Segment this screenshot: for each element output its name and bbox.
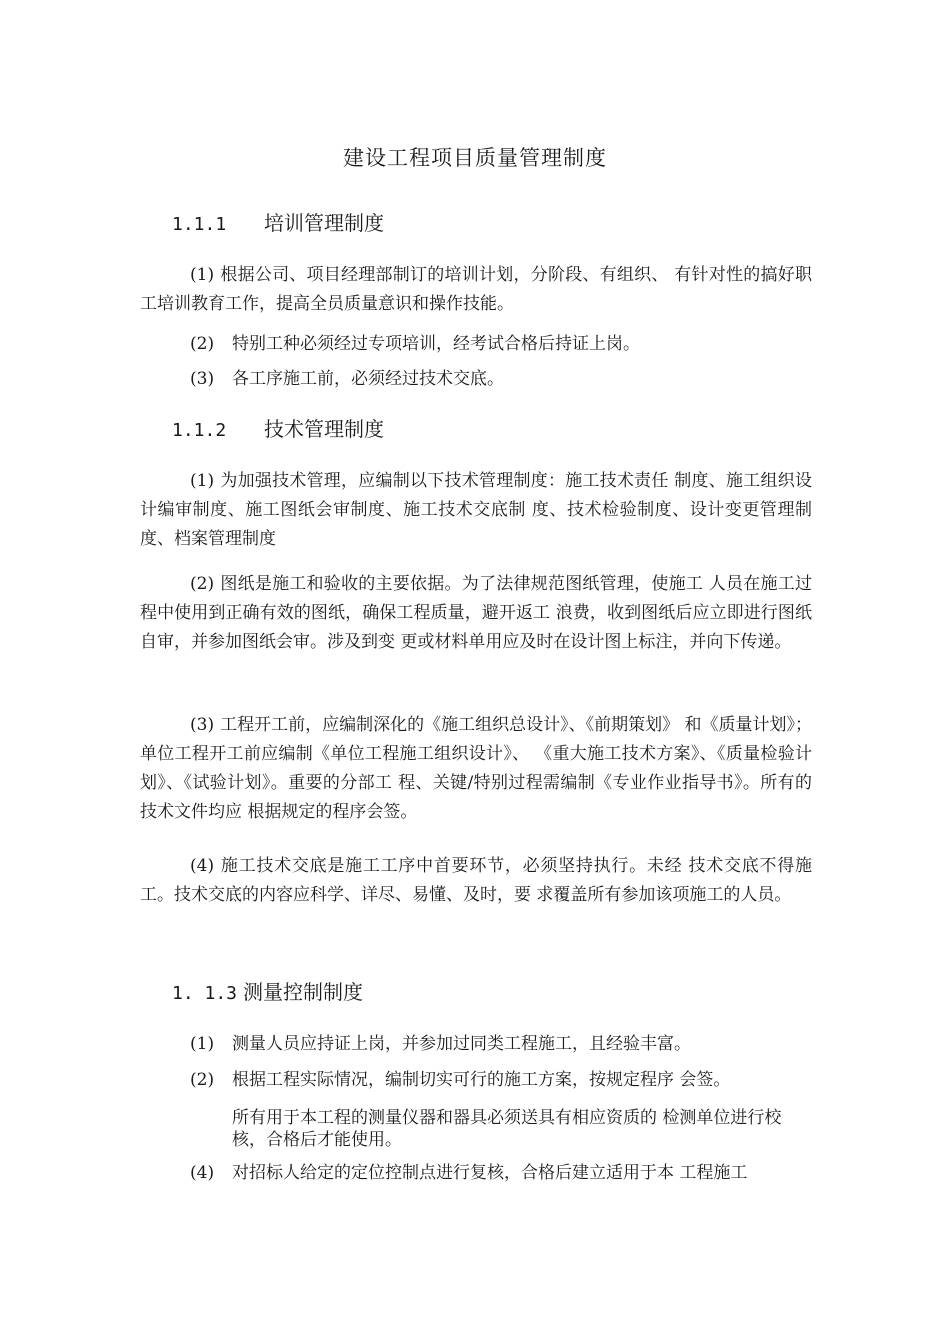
paragraph <box>232 1107 814 1151</box>
item-text: 对招标人给定的定位控制点进行复核，合格后建立适用于本 工程施工 <box>232 1163 748 1183</box>
section-title: 培训管理制度 <box>264 211 384 235</box>
paragraph <box>140 852 812 910</box>
section-number: 1.1.2 <box>172 420 227 441</box>
item-number: (1) <box>190 1034 215 1054</box>
section-title: 技术管理制度 <box>264 417 384 441</box>
item-text: 根据工程实际情况，编制切实可行的施工方案，按规定程序 会签。 <box>232 1070 731 1090</box>
item-number: (2) <box>190 1070 215 1090</box>
item-number: (2) <box>190 334 215 354</box>
section-number: 1.1.1 <box>172 214 227 235</box>
item-number: (3) <box>190 369 215 389</box>
item-text: 为加强技术管理，应编制以下技术管理制度：施工技术责任 制度、施工组织设计编审制度、施工图纸会审制度、施工技术交底制 度、技术检验制度、设计变更管理制度、档案管理制度 <box>140 471 812 549</box>
paragraph <box>190 365 820 394</box>
item-text: 特别工种必须经过专项培训，经考试合格后持证上岗。 <box>232 334 640 354</box>
section-title: 测量控制制度 <box>243 980 364 1004</box>
item-number: (4) <box>190 1163 215 1183</box>
item-number: (1) <box>190 265 215 285</box>
section-heading-training <box>172 207 384 236</box>
paragraph <box>140 467 812 554</box>
item-number: (4) <box>190 856 215 876</box>
paragraph <box>190 1159 820 1188</box>
paragraph <box>140 261 812 319</box>
item-text: 所有用于本工程的测量仪器和器具必须送具有相应资质的 检测单位进行校核，合格后才能使用。 <box>232 1108 782 1150</box>
item-text: 工程开工前，应编制深化的《施工组织总设计》、《前期策划》 和《质量计划》；单位工程开工前应编制《单位工程施工组织设计》、 《重大施工技术方案》、《质量检验计划》、《试验计划》。重要的分部工 程、关键/特别过程需编制《专业作业指导书》。所有的技术文件均应 根据规定的程序会签。 <box>140 715 812 822</box>
item-text: 图纸是施工和验收的主要依据。为了法律规范图纸管理，使施工 人员在施工过程中使用到正确有效的图纸，确保工程质量，避开返工 浪费，收到图纸后应立即进行图纸自审，并参加图纸会审。涉及到变 更或材料单用应及时在设计图上标注，并向下传递。 <box>140 574 812 652</box>
item-text: 施工技术交底是施工工序中首要环节，必须坚持执行。未经 技术交底不得施工。技术交底的内容应科学、详尽、易懂、及时，要 求覆盖所有参加该项施工的人员。 <box>140 856 812 905</box>
section-number: 1. 1.3 <box>172 983 238 1004</box>
item-number: (2) <box>190 574 215 594</box>
section-heading-survey <box>172 976 363 1005</box>
paragraph <box>140 711 812 827</box>
item-text: 各工序施工前，必须经过技术交底。 <box>232 369 504 389</box>
paragraph <box>190 1030 820 1059</box>
paragraph <box>190 1066 820 1095</box>
section-heading-technical <box>172 413 384 442</box>
item-number: (1) <box>190 471 215 491</box>
item-text: 根据公司、项目经理部制订的培训计划，分阶段、有组织、 有针对性的搞好职工培训教育工作，提高全员质量意识和操作技能。 <box>140 265 812 314</box>
paragraph <box>140 570 812 657</box>
item-text: 测量人员应持证上岗，并参加过同类工程施工，且经验丰富。 <box>232 1034 691 1054</box>
item-number: (3) <box>190 715 215 735</box>
paragraph <box>190 330 820 359</box>
document-title: 建设工程项目质量管理制度 <box>343 146 607 170</box>
